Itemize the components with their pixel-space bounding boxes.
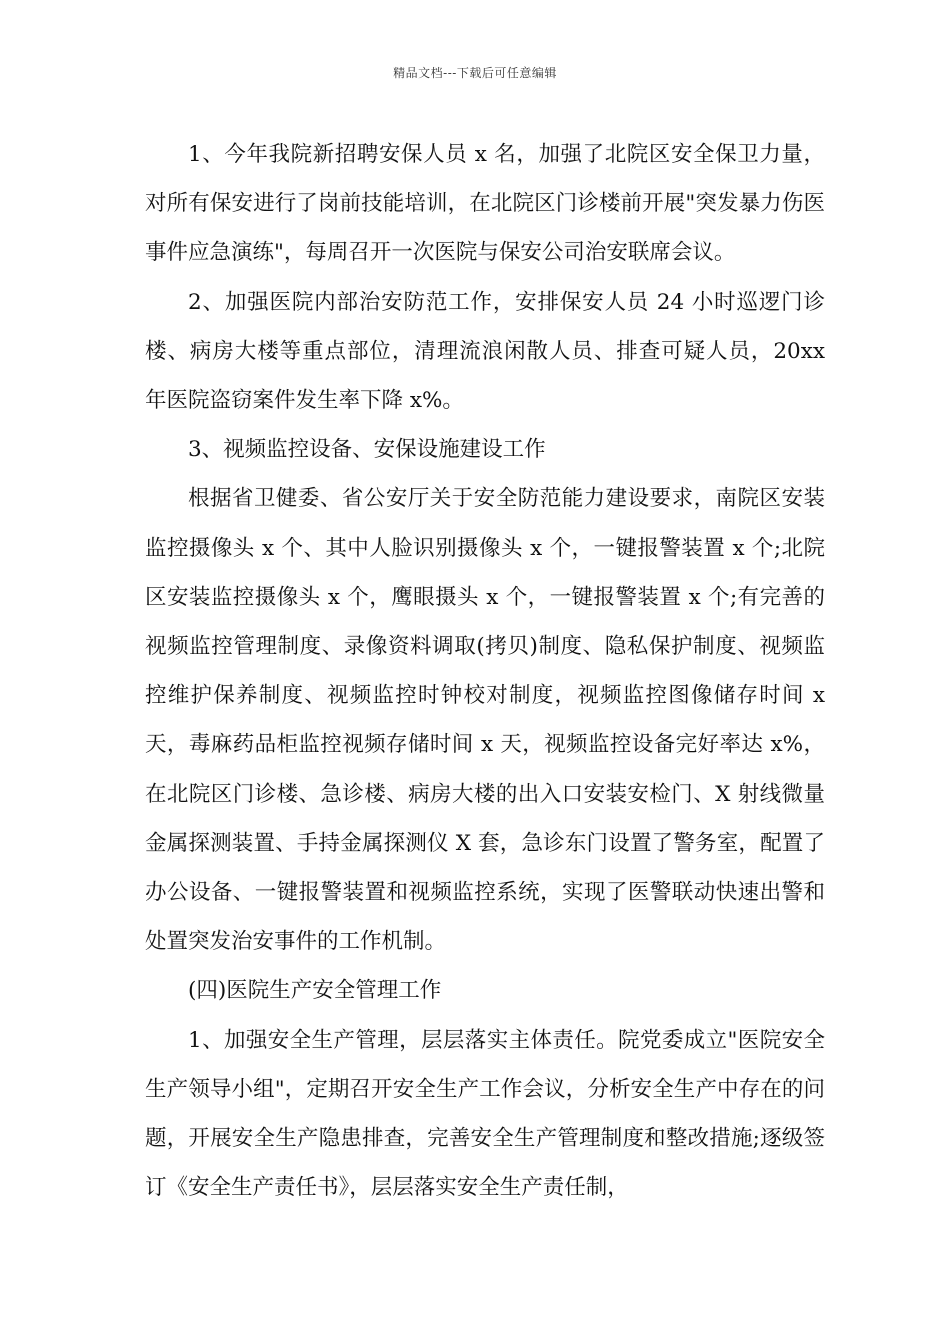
document-body xyxy=(145,130,825,1212)
paragraph-video-surveillance-details: 根据省卫健委、省公安厅关于安全防范能力建设要求，南院区安装监控摄像头 x 个、其中人脸识别摄像头 x 个，一键报警装置 x 个;北院区安装监控摄像头 x 个，鹰眼摄头 x 个，一键报警装置 x 个;有完善的视频监控管理制度、录像资料调取(拷贝)制度、隐私保护制度、视频监控维护保养制度、视频监控时钟校对制度，视频监控图像储存时间 x 天，毒麻药品柜监控视频存储时间 x 天，视频监控设备完好率达 x%，在北院区门诊楼、急诊楼、病房大楼的出入口安装安检门、X 射线微量金属探测装置、手持金属探测仪 X 套，急诊东门设置了警务室，配置了办公设备、一键报警装置和视频监控系统，实现了医警联动快速出警和处置突发治安事件的工作机制。 xyxy=(145,486,825,955)
paragraph-safety-management: 1、加强安全生产管理，层层落实主体责任。院党委成立"医院安全生产领导小组"，定期召开安全生产工作会议，分析安全生产中存在的问题，开展安全生产隐患排查，完善安全生产管理制度和整改措施;逐级签订《安全生产责任书》，层层落实安全生产责任制， xyxy=(145,1027,825,1201)
section-heading-production-safety: (四)医院生产安全管理工作 xyxy=(188,978,442,1004)
paragraph-internal-security: 2、加强医院内部治安防范工作，安排保安人员 24 小时巡逻门诊楼、病房大楼等重点部位，清理流浪闲散人员、排查可疑人员，20xx 年医院盗窃案件发生率下降 x%。 xyxy=(145,289,825,414)
paragraph-security-staffing: 1、今年我院新招聘安保人员 x 名，加强了北院区安全保卫力量，对所有保安进行了岗前技能培训，在北院区门诊楼前开展"突发暴力伤医事件应急演练"，每周召开一次医院与保安公司治安联席会议。 xyxy=(145,142,825,266)
page-header: 精品文档---下载后可任意编辑 xyxy=(393,66,557,80)
paragraph-video-surveillance-heading: 3、视频监控设备、安保设施建设工作 xyxy=(188,437,546,463)
